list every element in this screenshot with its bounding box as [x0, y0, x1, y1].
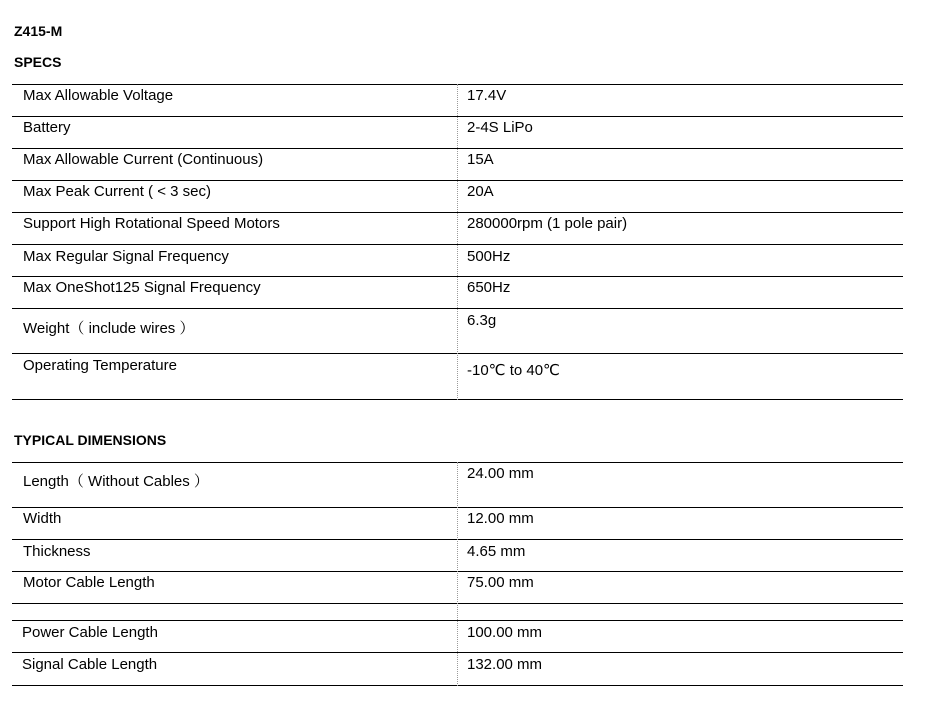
- spec-label-max-voltage: Max Allowable Voltage: [23, 87, 174, 104]
- dim-label-power-cable: Power Cable Length: [22, 624, 158, 641]
- dimensions-heading: TYPICAL DIMENSIONS: [14, 432, 167, 448]
- dim-value-signal-cable: 132.00 mm: [467, 656, 543, 673]
- spec-value-operating-temp: -10℃ to 40℃: [467, 362, 560, 379]
- spec-label-operating-temp: Operating Temperature: [23, 357, 177, 374]
- dim-value-width: 12.00 mm: [467, 510, 534, 527]
- spec-label-peak-current: Max Peak Current ( < 3 sec): [23, 183, 211, 200]
- spec-value-max-voltage: 17.4V: [467, 87, 507, 104]
- spec-label-battery: Battery: [23, 119, 71, 136]
- dim-label-width: Width: [23, 510, 62, 527]
- spec-value-weight: 6.3g: [467, 312, 497, 329]
- dim-value-thickness: 4.65 mm: [467, 543, 526, 560]
- spec-value-rotational-speed: 280000rpm (1 pole pair): [467, 215, 628, 232]
- spec-label-oneshot-freq: Max OneShot125 Signal Frequency: [23, 279, 261, 296]
- spec-label-regular-signal-freq: Max Regular Signal Frequency: [23, 248, 229, 265]
- spec-label-rotational-speed: Support High Rotational Speed Motors: [23, 215, 280, 232]
- dim-label-motor-cable: Motor Cable Length: [23, 574, 155, 591]
- dim-label-thickness: Thickness: [23, 543, 91, 560]
- spec-label-weight: Weight（ include wires ）: [23, 320, 195, 337]
- spec-value-regular-signal-freq: 500Hz: [467, 248, 511, 265]
- dim-value-motor-cable: 75.00 mm: [467, 574, 534, 591]
- dim-value-length: 24.00 mm: [467, 465, 534, 482]
- dim-label-signal-cable: Signal Cable Length: [22, 656, 158, 673]
- spec-value-max-current: 15A: [467, 151, 494, 168]
- dim-value-power-cable: 100.00 mm: [467, 624, 543, 641]
- specs-heading: SPECS: [14, 54, 62, 70]
- dim-label-length: Length（ Without Cables ）: [23, 473, 209, 490]
- column-divider: [457, 462, 458, 686]
- document-title: Z415-M: [14, 23, 63, 39]
- spec-label-max-current: Max Allowable Current (Continuous): [23, 151, 264, 168]
- spec-value-peak-current: 20A: [467, 183, 494, 200]
- column-divider: [457, 84, 458, 400]
- spec-value-oneshot-freq: 650Hz: [467, 279, 511, 296]
- spec-value-battery: 2-4S LiPo: [467, 119, 533, 136]
